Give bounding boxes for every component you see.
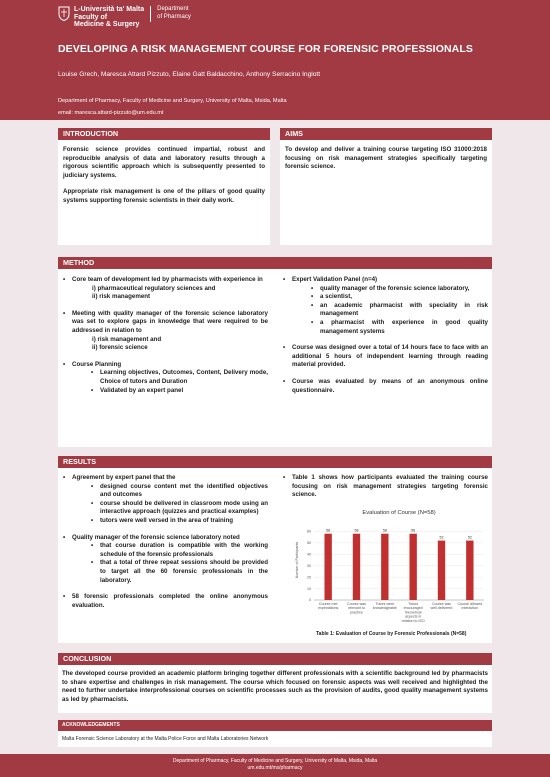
conclusion-heading: CONCLUSION	[58, 653, 492, 665]
data-label: 58	[326, 528, 331, 533]
data-label: 58	[382, 528, 387, 533]
data-label: 52	[439, 535, 444, 540]
method-sub-item: • quality manager of the forensic science laboratory,	[310, 285, 488, 294]
method-sub-item: • an academic pharmacist with speciality in risk management	[310, 302, 488, 319]
results-item-agreement: • Agreement by expert panel that the • designed course content met the identified objectives and outcomes • course should be delivered in classroom mode using an interactive approach (quizzes and practical examples) • tutors were well versed in the area of training	[62, 474, 268, 526]
poster-header	[0, 0, 550, 120]
x-tick-label: Tutors encouraged theoretical aspects in relation to ISO	[401, 602, 425, 623]
aims-text	[285, 146, 487, 180]
poster-title: DEVELOPING A RISK MANAGEMENT COURSE FOR FORENSIC PROFESSIONALS	[58, 43, 473, 55]
faculty-name: Medicine & Surgery	[74, 21, 140, 28]
authors: Louise Grech, Maresca Attard Pizzuto, Elaine Gatt Baldacchino, Anthony Serracino Inglott	[58, 71, 321, 78]
faculty-label: Faculty of	[74, 13, 108, 21]
x-tick-label: Course was relevant to practice	[347, 602, 366, 615]
y-tick-label: 30	[307, 563, 311, 568]
y-tick-label: 20	[307, 575, 311, 580]
results-sub-item: • tutors were well versed in the area of training	[90, 517, 268, 526]
poster-footer	[0, 754, 550, 777]
method-item-expert-panel: • Expert Validation Panel (n=4) • quality manager of the forensic science laboratory, • a scientist, • an academic pharmacist with speciality in risk management • a pharmacist with experience in good quality management systems	[282, 276, 488, 336]
y-tick-label: 40	[307, 552, 311, 557]
bar	[438, 541, 445, 600]
x-tick-label: Course allowed interaction	[457, 602, 483, 611]
results-sub-item: • course should be delivered in classroom mode using an interactive approach (quizzes and practical examples)	[90, 500, 268, 517]
data-label: 58	[411, 528, 416, 533]
data-label: 58	[354, 528, 359, 533]
method-sub-item: • a scientist,	[310, 293, 488, 302]
bar	[409, 534, 416, 600]
method-item-core-team: • Core team of development led by pharmacists with experience in	[62, 276, 268, 285]
bar	[324, 534, 331, 600]
introduction-paragraph-1: Forensic science provides continued impartial, robust and reproducible analysis of data and laboratory results through a rigorous scientific approach which is subsequently presented to judiciary systems.	[63, 146, 265, 179]
method-sub-item: ii) risk management	[92, 293, 151, 301]
results-item-participants: • 58 forensic professionals completed the online anonymous evaluation.	[62, 593, 268, 610]
logo-divider	[150, 6, 151, 22]
method-section	[58, 257, 492, 447]
table-caption: Table 1: Evaluation of Course by Forensic Professionals (N=58)	[316, 631, 467, 637]
acknowledgements-text: Malta Forensic Science Laboratory at the Malta Police Force and Malta Laboratories Network	[58, 731, 492, 747]
introduction-section	[58, 128, 270, 245]
method-sub-item: • Validated by an expert panel	[90, 387, 268, 396]
chart-title: Evaluation of Course (N=58)	[362, 510, 436, 516]
y-tick-label: 10	[307, 586, 311, 591]
acknowledgements-heading: ACKNOWLEDGEMENTS	[58, 720, 492, 731]
aims-heading: AIMS	[280, 128, 492, 140]
results-section	[58, 456, 492, 643]
results-left-column	[62, 474, 268, 610]
method-left-column	[62, 276, 268, 395]
method-item-course-design: • Course was designed over a total of 14 hours face to face with an additional 5 hours of independent learning through reading material provided.	[282, 344, 488, 370]
department-label: Department	[157, 6, 189, 12]
results-item-table-intro: • Table 1 shows how participants evaluated the training course focusing on risk management strategies targeting forensic science.	[282, 474, 488, 500]
bar	[381, 534, 388, 600]
aims-paragraph: To develop and deliver a training course targeting ISO 31000:2018 focusing on risk management strategies specifically targeting forensic science.	[285, 146, 487, 171]
data-label: 52	[467, 535, 472, 540]
results-right-column	[282, 474, 488, 500]
footer-address: Department of Pharmacy, Faculty of Medicine and Surgery, University of Malta, Msida, Malta	[172, 758, 378, 764]
results-sub-item: • designed course content met the identified objectives and outcomes	[90, 483, 268, 500]
university-crest-icon	[58, 6, 70, 21]
conclusion-text: The developed course provided an academic platform bringing together different professionals with a scientific background led by pharmacists to share expertise and challenges in risk management. The course which focused on forensic aspects was well received and highlighted the need to further undertake interprofessional courses on scientific processes such as the provision of audits, good quality management systems as led by pharmacists.	[62, 670, 488, 703]
introduction-paragraph-2: Appropriate risk management is one of the pillars of good quality systems supporting forensic scientists in their daily work.	[63, 188, 265, 204]
results-sub-item: • that a total of three repeat sessions should be provided to target all the 60 forensic professionals in the laboratory.	[90, 559, 268, 585]
method-sub-item: i) pharmaceutical regulatory sciences and	[92, 284, 216, 292]
method-item-course-planning: • Course Planning • Learning objectives, Outcomes, Content, Delivery mode, Choice of tutors and Duration • Validated by an expert panel	[62, 361, 268, 395]
aims-section	[280, 128, 492, 245]
department-name: of Pharmacy	[157, 13, 191, 20]
y-tick-label: 60	[307, 529, 311, 534]
evaluation-bar-chart	[284, 506, 488, 630]
university-logo	[58, 6, 191, 29]
y-tick-label: 0	[309, 598, 311, 603]
footer-website: um.edu.mt/ms/pharmacy	[247, 765, 303, 771]
conclusion-section	[58, 653, 492, 713]
method-item-evaluation: • Course was evaluated by means of an anonymous online questionnaire.	[282, 378, 488, 395]
y-axis-label: Number of Participants	[295, 541, 299, 579]
method-item-meeting: • Meeting with quality manager of the forensic science laboratory was set to explore gaps in knowledge that were required to be addressed in relation to	[62, 310, 268, 336]
results-sub-item: • that course duration is compatible with the working schedule of the forensic professionals	[90, 542, 268, 559]
bar	[466, 541, 473, 600]
affiliation: Department of Pharmacy, Faculty of Medicine and Surgery, University of Malta, Msida, Malta	[58, 98, 287, 104]
introduction-heading: INTRODUCTION	[58, 128, 270, 140]
method-sub-item: • a pharmacist with experience in good quality management systems	[310, 319, 488, 336]
method-heading: METHOD	[58, 257, 492, 269]
contact-email: email: maresca.attard-pizzuto@um.edu.mt	[58, 110, 164, 116]
x-tick-label: Course was well delivered	[430, 602, 453, 611]
results-item-quality-manager: • Quality manager of the forensic science laboratory noted • that course duration is compatible with the working schedule of the forensic professionals • that a total of three repeat sessions should be provided to target all the 60 forensic professionals in the laboratory.	[62, 534, 268, 586]
method-sub-item: • Learning objectives, Outcomes, Content, Delivery mode, Choice of tutors and Duration	[90, 369, 268, 386]
method-right-column	[282, 276, 488, 395]
y-tick-label: 50	[307, 541, 311, 546]
results-heading: RESULTS	[58, 456, 492, 468]
introduction-text	[63, 146, 265, 214]
method-sub-item: i) risk management and	[92, 335, 162, 343]
bar	[353, 534, 360, 600]
university-name: L-Università ta' Malta	[74, 6, 145, 13]
method-sub-item: ii) forensic science	[92, 344, 148, 352]
x-tick-label: Course met expectations	[318, 602, 339, 611]
x-tick-label: Tutors were knowledgeable	[372, 602, 397, 611]
